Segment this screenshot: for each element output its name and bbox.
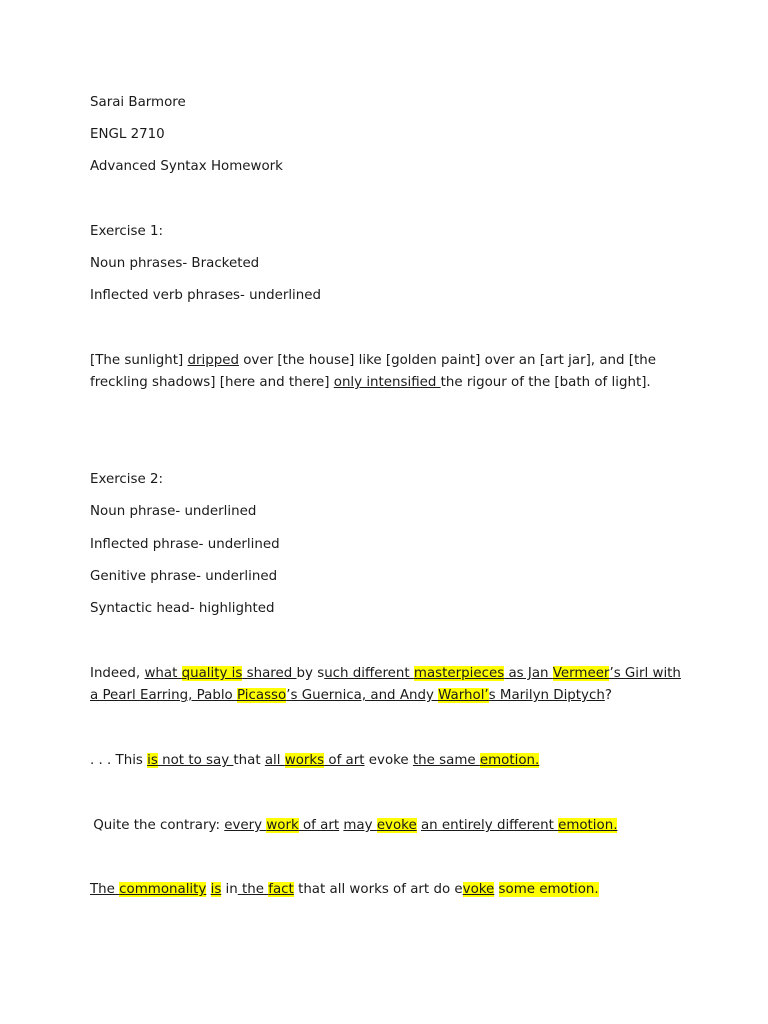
- exercise1-title: Exercise 1:: [90, 224, 164, 239]
- syntactic-head: is: [147, 753, 158, 768]
- syntactic-head: work: [266, 818, 299, 833]
- text-span: over [the house] like [golden paint] over an [art jar], and [the freckling shadows] [here and there]: [90, 353, 656, 390]
- text-span: by s: [296, 666, 325, 681]
- syntactic-head: is: [231, 666, 243, 681]
- exercise2-legend-inflected: Inflected phrase- underlined: [90, 537, 280, 552]
- syntactic-head: quality: [181, 666, 232, 681]
- noun-phrase: all: [264, 753, 285, 768]
- text-span: Indeed,: [90, 666, 145, 681]
- noun-phrase: what: [144, 666, 182, 681]
- genitive-phrase: ’s Girl with a Pearl Earring, Pablo: [90, 666, 681, 703]
- course-code: ENGL 2710: [90, 127, 165, 142]
- noun-phrase: the: [237, 882, 269, 897]
- syntactic-head: masterpieces: [413, 666, 505, 681]
- assignment-title: Advanced Syntax Homework: [90, 159, 283, 174]
- noun-phrase: uch different: [324, 666, 414, 681]
- syntactic-head: works: [284, 753, 325, 768]
- syntactic-head: commonality: [119, 882, 207, 897]
- text-span: [206, 882, 210, 897]
- noun-phrase: every: [224, 818, 267, 833]
- exercise2-legend-head: Syntactic head- highlighted: [90, 601, 275, 616]
- exercise2-sentence-1: [90, 663, 690, 707]
- inflected-phrase: may: [343, 818, 377, 833]
- inflected-phrase: shared: [242, 666, 297, 681]
- text-span: the rigour of the [bath of light].: [440, 375, 651, 390]
- inflected-phrase: not to say: [157, 753, 234, 768]
- text-span: evoke: [364, 753, 413, 768]
- author-name: Sarai Barmore: [90, 95, 186, 110]
- text-span: Quite the contrary:: [89, 818, 225, 833]
- exercise2-sentence-3: [89, 815, 689, 837]
- syntactic-head: emotion.: [558, 818, 618, 833]
- exercise1-legend-noun: Noun phrases- Bracketed: [90, 256, 260, 271]
- text-span: [494, 882, 498, 897]
- noun-phrase: The: [90, 882, 120, 897]
- syntactic-head: is: [210, 882, 222, 897]
- verb-phrase: dripped: [187, 353, 239, 368]
- exercise2-sentence-2: [90, 750, 690, 772]
- text-span: that: [233, 753, 265, 768]
- syntactic-head: evoke: [376, 818, 417, 833]
- noun-phrase: of art: [324, 753, 365, 768]
- syntactic-head: some emotion.: [498, 882, 599, 897]
- genitive-phrase: ’s Guernica, and Andy: [286, 688, 439, 703]
- exercise2-legend-noun: Noun phrase- underlined: [90, 504, 257, 519]
- exercise1-sentence: [90, 350, 690, 394]
- text-span: in: [221, 882, 238, 897]
- syntactic-head: fact: [268, 882, 294, 897]
- text-span: ?: [604, 688, 612, 703]
- text-span: that all works of art do e: [293, 882, 463, 897]
- genitive-phrase: s Marilyn Diptych: [488, 688, 605, 703]
- syntactic-head: Warhol’: [438, 688, 489, 703]
- text-span: . . . This: [90, 753, 148, 768]
- exercise2-legend-genitive: Genitive phrase- underlined: [90, 569, 278, 584]
- text-span: [The sunlight]: [90, 353, 188, 368]
- exercise1-legend-verb: Inflected verb phrases- underlined: [90, 288, 322, 303]
- syntactic-head: voke: [462, 882, 495, 897]
- noun-phrase: the same: [412, 753, 480, 768]
- syntactic-head: emotion.: [479, 753, 540, 768]
- noun-phrase: as Jan: [504, 666, 553, 681]
- syntactic-head: Vermeer: [552, 666, 610, 681]
- noun-phrase: an entirely different: [420, 818, 559, 833]
- exercise2-sentence-4: [90, 879, 690, 901]
- syntactic-head: Picasso: [237, 688, 287, 703]
- verb-phrase: only intensified: [333, 375, 441, 390]
- noun-phrase: of art: [298, 818, 340, 833]
- exercise2-title: Exercise 2:: [90, 472, 164, 487]
